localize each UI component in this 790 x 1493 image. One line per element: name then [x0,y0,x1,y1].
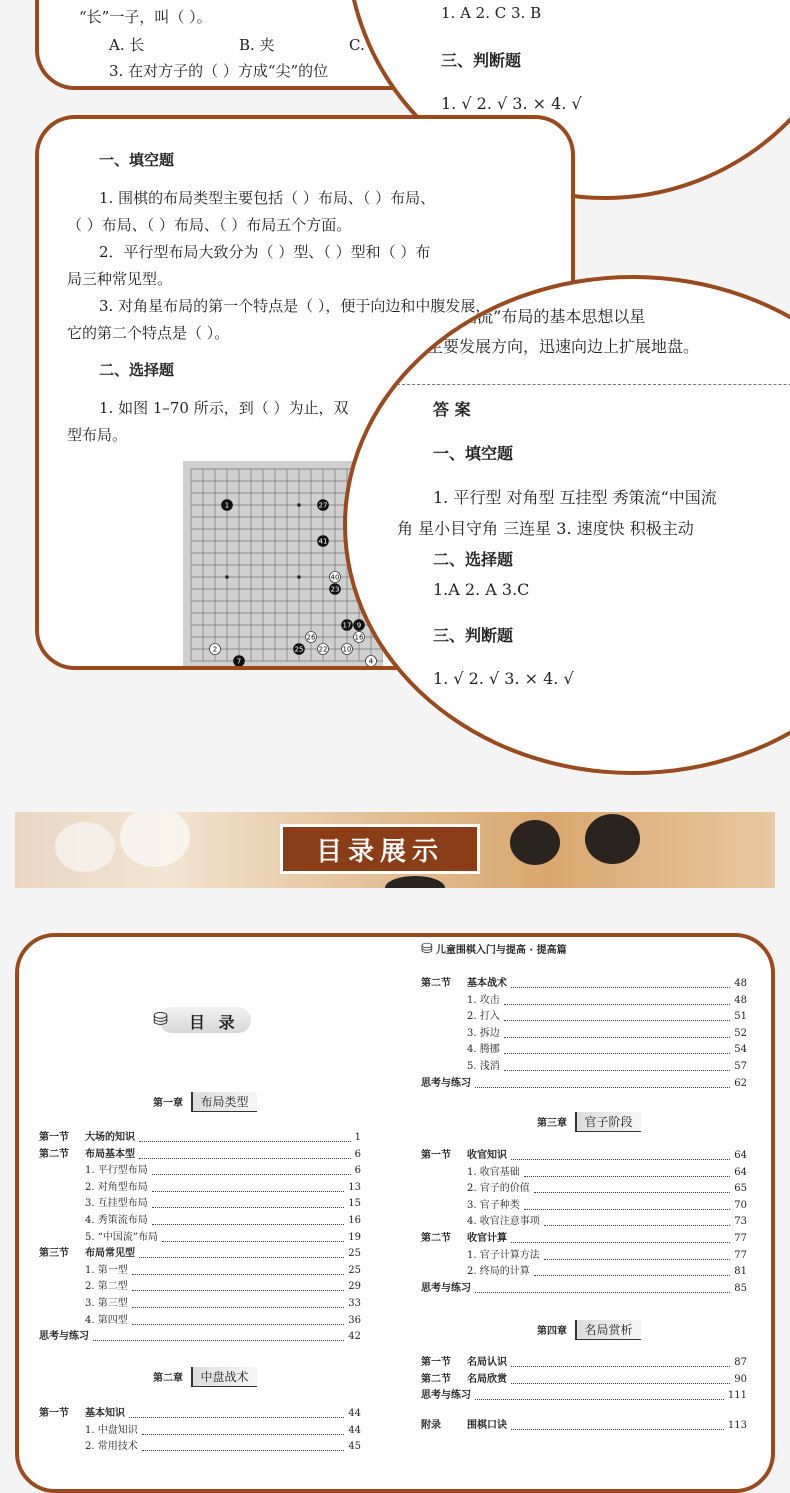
toc-leader [511,1419,724,1430]
judge-answers: 1. √ 2. √ 3. × 4. √ [433,669,574,688]
toc-entry [421,1389,747,1403]
toc-label: 2. 官子的价值 [467,1183,530,1195]
toc-section: 思考与练习 [421,1077,471,1089]
toc-page-number: 6 [354,1148,361,1160]
toc-entry [39,1424,361,1438]
stone-label: 17 [342,621,352,630]
toc-heading-box [153,1007,251,1033]
go-stone [318,536,329,547]
black-stone-decoration [385,876,445,888]
toc-page-number: 48 [734,978,747,989]
toc-page-number: 15 [348,1198,361,1210]
fill-answers: 角 星小目守角 三连星 3. 速度快 积极主动 [397,519,694,538]
toc-entry [39,1148,361,1162]
toc-label: 4. 收官注意事项 [467,1216,540,1228]
toc-leader [162,1231,344,1242]
toc-entry [421,1373,747,1387]
toc-leader [475,1389,724,1400]
toc-page-number: 65 [734,1183,747,1195]
section-banner [15,812,775,888]
toc-label: 2. 常用技术 [85,1441,138,1453]
toc-entry [421,1043,747,1057]
toc-page-number: 54 [734,1044,747,1056]
toc-leader [132,1280,345,1291]
stone-label: 40 [330,573,340,582]
toc-entry [421,1060,747,1074]
toc-section: 第三节 [39,1248,69,1260]
go-stone [294,644,305,655]
toc-leader [142,1424,345,1435]
toc-page-number: 77 [734,1249,747,1261]
toc-label: 基本知识 [85,1408,125,1419]
toc-entry [421,1182,747,1196]
chapter-number: 第三章 [537,1118,567,1129]
toc-leader [152,1214,345,1225]
toc-page-number: 64 [734,1166,747,1178]
go-stone [222,500,233,511]
star-point [225,575,229,579]
go-stone [366,656,377,667]
toc-section: 第一节 [421,1357,451,1368]
toc-section: 第二节 [421,978,451,989]
toc-page-number: 62 [734,1077,747,1089]
chapter-number: 第二章 [153,1373,183,1384]
toc-leader [132,1264,345,1275]
toc-leader [511,1373,730,1384]
go-stone [330,572,341,583]
banner-title: 目录展示 [280,824,480,874]
toc-label: 基本战术 [467,978,507,989]
toc-page-number: 51 [734,1011,747,1023]
toc-label: 布局基本型 [85,1148,135,1160]
toc-label: 收官知识 [467,1150,507,1161]
toc-entry [421,1077,747,1091]
toc-entry [421,1356,747,1370]
toc-leader [139,1247,344,1258]
toc-page-number: 111 [727,1390,747,1402]
toc-page-number: 42 [348,1331,361,1343]
toc-leader [152,1197,345,1208]
toc-entry [421,977,747,991]
question-text: 1. 围棋的布局类型主要包括（ ）布局、（ ）布局、 [99,189,436,207]
chapter-name: 名局赏析 [575,1320,641,1340]
toc-page-number: 19 [348,1231,361,1243]
chapter-name: 布局类型 [191,1092,257,1112]
toc-label: 4. 腾挪 [467,1044,500,1056]
toc-entry [421,1199,747,1213]
toc-entry [421,1027,747,1041]
star-point [297,575,301,579]
stone-label: 23 [330,585,340,594]
toc-page-number: 36 [348,1314,361,1326]
toc-label: 2. 打入 [467,1011,500,1023]
toc-label: 大场的知识 [85,1132,135,1143]
toc-leader [511,1356,730,1367]
toc-leader [129,1407,344,1418]
toc-leader [504,1027,731,1038]
option-c: C. [349,36,365,54]
divider [397,384,790,385]
stone-label: 22 [318,645,328,654]
toc-entry [421,1232,747,1246]
toc-section: 附录 [421,1420,441,1431]
toc-label: 1. 平行型布局 [85,1165,148,1177]
toc-entry [39,1407,361,1421]
toc-entry [421,1166,747,1180]
toc-leader [152,1181,345,1192]
toc-section: 第一节 [39,1408,69,1419]
toc-entry [421,1419,747,1433]
toc-label: 名局欣赏 [467,1373,507,1385]
toc-page-number: 44 [348,1424,361,1436]
toc-entry [421,1265,747,1279]
toc-label: 2. 终局的计算 [467,1266,530,1278]
toc-entry [39,1314,361,1328]
option-a: A. 长 [109,36,145,54]
stone-label: 26 [306,633,316,642]
stone-label: 9 [356,621,362,630]
toc-page-number: 81 [734,1266,747,1278]
judge-answers: 1. √ 2. √ 3. × 4. √ [441,94,582,113]
chapter-number: 第一章 [153,1098,183,1109]
toc-heading: 目 录 [189,1013,239,1032]
toc-label: 4. 秀策流布局 [85,1215,148,1226]
toc-page-number: 57 [734,1061,747,1072]
toc-label: 3. 互挂型布局 [85,1198,148,1210]
toc-leader [132,1297,345,1308]
toc-leader [534,1182,731,1193]
toc-leader [93,1330,344,1341]
go-stone [318,644,329,655]
toc-page-number: 25 [348,1264,361,1276]
go-stone [306,632,317,643]
toc-page-number: 44 [348,1408,361,1419]
toc-page-number: 73 [734,1216,747,1228]
toc-leader [475,1282,730,1293]
question-text: 局三种常见型。 [67,270,173,288]
toc-entry [421,994,747,1008]
toc-leader [504,994,731,1005]
text-line: “中国流”布局的基本思想以星 [437,307,646,326]
toc-entry [39,1280,361,1294]
question-text: 1. 如图 1–70 所示，到（ ）为止，双 [99,399,349,417]
toc-label: 1. 攻击 [467,994,500,1006]
question-text: “长”一子，叫（ ）。 [79,8,212,26]
stone-label: 16 [354,633,364,642]
toc-label: 名局认识 [467,1357,507,1368]
toc-entry [421,1282,747,1296]
go-stone [318,500,329,511]
page-header [421,941,567,957]
toc-entry [39,1297,361,1311]
toc-section: 思考与练习 [421,1390,471,1402]
toc-leader [511,1149,730,1160]
toc-label: 2. 第二型 [85,1281,128,1293]
toc-page-number: 25 [348,1248,361,1260]
section-title: 一、填空题 [99,151,175,169]
section-title: 三、判断题 [441,51,522,70]
toc-leader [139,1131,351,1142]
toc-page-number: 6 [354,1165,361,1177]
toc-page-number: 1 [354,1132,361,1143]
stone-label: 41 [318,537,328,546]
toc-entry [39,1247,361,1261]
toc-entry [39,1181,361,1195]
toc-leader [504,1060,731,1071]
section-title: 二、选择题 [433,550,514,569]
go-stone [210,644,221,655]
toc-page-number: 87 [734,1357,747,1368]
go-stone [342,620,353,631]
toc-label: 2. 对角型布局 [85,1181,148,1193]
toc-entry [39,1231,361,1245]
stone-label: 25 [294,645,304,654]
toc-page-number: 33 [348,1298,361,1309]
toc-page-number: 16 [348,1215,361,1226]
stone-label: 4 [368,657,374,666]
toc-leader [504,1043,731,1054]
chapter-1-heading [153,1092,257,1112]
toc-entry [39,1330,361,1344]
answers-title: 答 案 [433,400,471,419]
toc-label: 围棋口诀 [467,1420,507,1431]
stone-label: 10 [342,645,352,654]
stone-label: 7 [236,657,242,666]
toc-label: 4. 第四型 [85,1314,128,1326]
black-stone-decoration [510,820,560,865]
toc-entry [39,1131,361,1145]
toc-entry [39,1197,361,1211]
toc-leader [544,1215,731,1226]
toc-entry [39,1214,361,1228]
toc-entry [421,1149,747,1163]
toc-page-number: 48 [734,994,747,1006]
stone-label: 2 [212,645,218,654]
question-text: 3. 对角星布局的第一个特点是（ ），便于向边和中腹发展， [99,297,491,315]
toc-page-number: 70 [734,1199,747,1211]
toc-page-number: 77 [734,1233,747,1244]
toc-leader [475,1077,730,1088]
choice-answers: 1. A 2. C 3. B [441,4,542,22]
toc-leader [511,977,730,988]
toc-label: 布局常见型 [85,1248,135,1260]
toc-card [15,933,775,1493]
toc-leader [534,1265,731,1276]
toc-leader [142,1440,345,1451]
go-stone [330,584,341,595]
toc-label: 3. 拆边 [467,1027,500,1039]
star-point [297,503,301,507]
toc-leader [139,1148,351,1159]
toc-leader [152,1164,351,1175]
toc-page-number: 45 [348,1441,361,1453]
toc-label: 3. 官子种类 [467,1199,520,1211]
toc-page-number: 90 [734,1373,747,1385]
toc-entry [421,1010,747,1024]
toc-label: 收官计算 [467,1233,507,1244]
toc-section: 思考与练习 [39,1331,89,1343]
toc-section: 思考与练习 [421,1282,471,1294]
question-text: 它的第二个特点是（ ）。 [67,324,230,342]
toc-page-number: 29 [348,1281,361,1293]
option-b: B. 夹 [239,36,275,54]
toc-label: 1. 第一型 [85,1264,128,1276]
book-title: 儿童围棋入门与提高 · 提高篇 [435,945,567,956]
question-text: （ ）布局、（ ）布局、（ ）布局五个方面。 [67,216,352,234]
toc-leader [544,1249,731,1260]
white-stone-decoration [55,822,115,872]
question-text: 2．平行型布局大致分为（ ）型、（ ）型和（ ）布 [99,243,431,261]
toc-leader [524,1166,731,1177]
go-stone [354,620,365,631]
go-stone [234,656,245,667]
text-line: 主要发展方向，迅速向边上扩展地盘。 [427,337,700,356]
toc-page-number: 52 [734,1027,747,1039]
toc-page-number: 113 [727,1420,747,1431]
question-text: 型布局。 [67,426,128,444]
go-bowl-icon: ⛁ [421,941,433,957]
white-stone-decoration [120,812,190,867]
section-title: 二、选择题 [99,361,175,379]
section-title: 一、填空题 [433,444,514,463]
toc-entry [421,1249,747,1263]
chapter-name: 中盘战术 [191,1367,257,1387]
fill-answers: 1. 平行型 对角型 互挂型 秀策流“中国流 [433,488,717,507]
toc-leader [524,1199,731,1210]
toc-entry [39,1164,361,1178]
stone-label: 1 [224,501,230,510]
question-text: 3. 在对方子的（ ）方成“尖”的位 [109,62,329,80]
toc-label: 5. “中国流”布局 [85,1231,158,1243]
toc-entry [39,1264,361,1278]
go-stone [342,644,353,655]
toc-label: 5. 浅消 [467,1061,500,1072]
go-bowl-icon: ⛁ [153,1009,169,1030]
black-stone-decoration [585,814,640,864]
section-title: 三、判断题 [433,626,514,645]
toc-leader [132,1314,345,1325]
toc-entry [421,1215,747,1229]
toc-page-number: 13 [348,1181,361,1193]
chapter-3-heading [537,1112,641,1132]
toc-page-number: 85 [734,1282,747,1294]
stone-label: 27 [318,501,328,510]
toc-page-number: 64 [734,1150,747,1161]
toc-section: 第二节 [421,1233,451,1244]
toc-label: 1. 官子计算方法 [467,1249,540,1261]
toc-label: 1. 收官基础 [467,1166,520,1178]
toc-section: 第一节 [39,1132,69,1143]
chapter-number: 第四章 [537,1326,567,1337]
toc-leader [511,1232,730,1243]
go-stone [354,632,365,643]
toc-leader [504,1010,731,1021]
toc-section: 第二节 [421,1373,451,1385]
toc-label: 1. 中盘知识 [85,1424,138,1436]
chapter-2-heading [153,1367,257,1387]
toc-section: 第一节 [421,1150,451,1161]
chapter-4-heading [537,1320,641,1340]
toc-entry [39,1440,361,1454]
chapter-name: 官子阶段 [575,1112,641,1132]
choice-answers: 1.A 2. A 3.C [433,580,530,599]
toc-section: 第二节 [39,1148,69,1160]
toc-label: 3. 第三型 [85,1298,128,1309]
